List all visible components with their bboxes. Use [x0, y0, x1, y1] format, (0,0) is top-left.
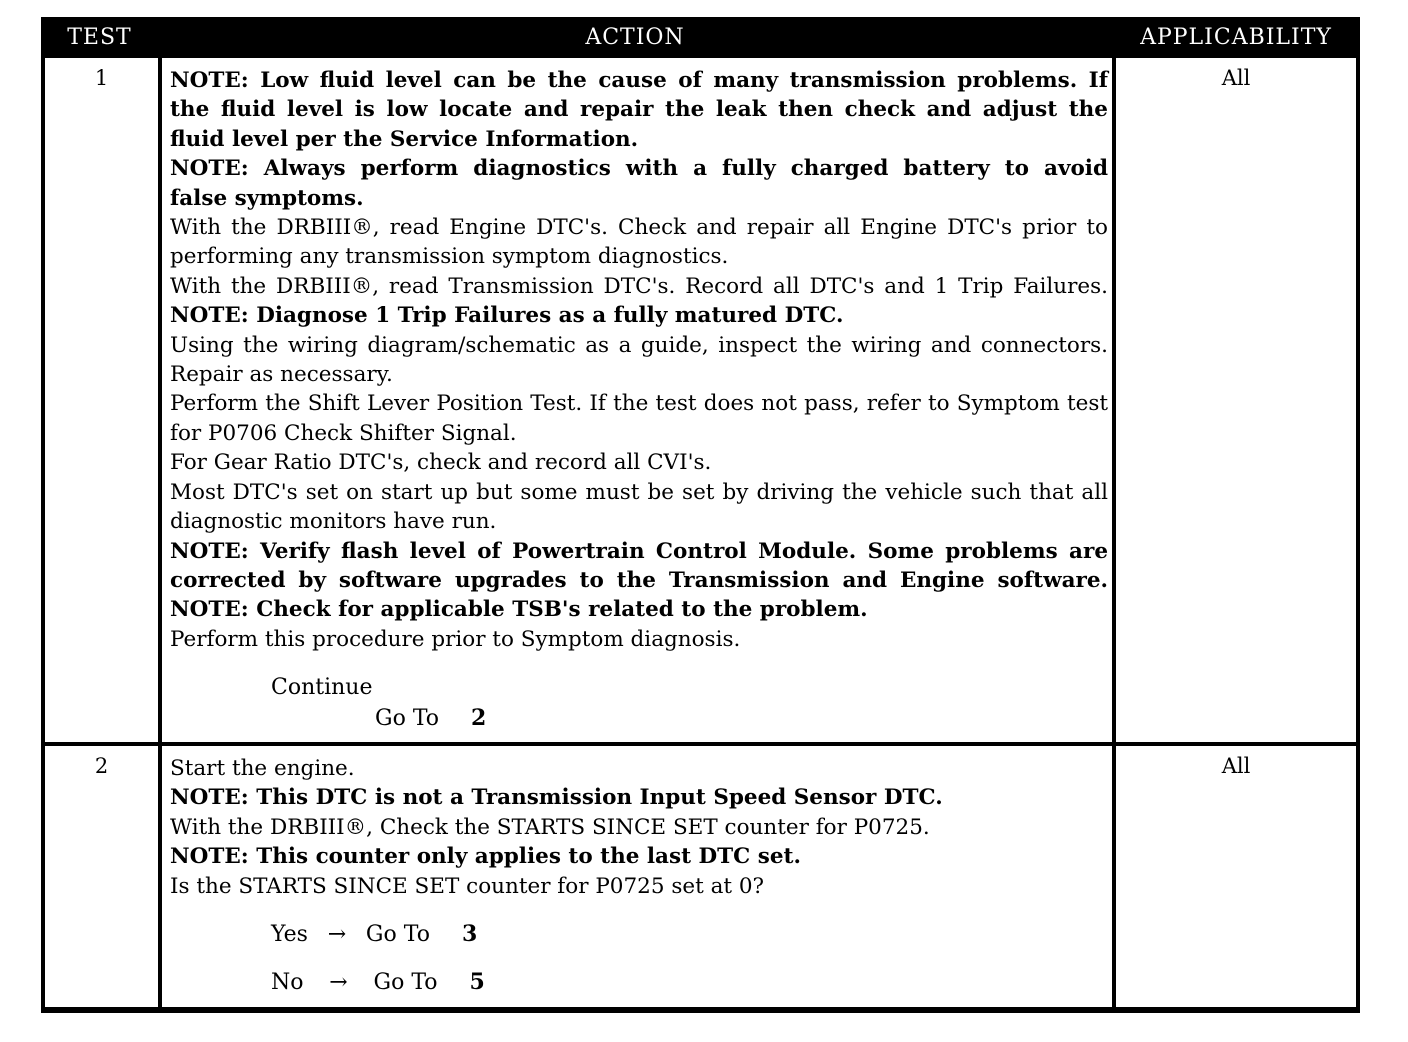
action-line: NOTE: Diagnose 1 Trip Failures as a fully matured DTC.	[170, 303, 844, 329]
goto-target: 5	[469, 969, 485, 995]
action-line: NOTE: Low fluid level can be the cause of many transmission problems. If	[170, 68, 1108, 93]
row2-applicability-cell	[1116, 746, 1356, 1007]
action-line: false symptoms.	[170, 185, 364, 211]
row1-applicability-cell	[1116, 58, 1356, 742]
action-line: For Gear Ratio DTC's, check and record all CVI's.	[170, 450, 712, 476]
row1-test-number: 1	[94, 66, 109, 90]
no-label: No	[271, 970, 304, 995]
no-branch	[271, 969, 485, 995]
goto-target: 2	[471, 705, 487, 731]
goto-target: 3	[461, 921, 478, 947]
arrow-right-icon: →	[329, 970, 348, 995]
action-line: fluid level per the Service Information.	[170, 126, 639, 152]
action-line: Most DTC's set on start up but some must be set by driving the vehicle such that all	[170, 479, 1108, 505]
action-line: NOTE: This counter only applies to the last DTC set.	[170, 844, 801, 870]
action-line: corrected by software upgrades to the Transmission and Engine software.	[170, 567, 1108, 593]
action-line: Perform the Shift Lever Position Test. If the test does not pass, refer to Symptom test	[170, 391, 1108, 417]
row2-action-text	[170, 754, 1108, 901]
header-action: ACTION	[585, 24, 685, 50]
yes-branch	[271, 921, 477, 947]
continue-label: Continue	[271, 675, 373, 700]
row1-goto	[375, 705, 486, 731]
row2-applicability: All	[1221, 754, 1251, 778]
header-applicability: APPLICABILITY	[1140, 24, 1332, 50]
goto-label: Go To	[375, 706, 440, 731]
action-line: NOTE: Verify flash level of Powertrain Control Module. Some problems are	[170, 538, 1108, 564]
action-line: the fluid level is low locate and repair the leak then check and adjust the	[170, 97, 1108, 123]
action-line: With the DRBIII®, read Transmission DTC's. Record all DTC's and 1 Trip Failures.	[170, 273, 1108, 299]
header-test: TEST	[67, 24, 132, 50]
arrow-right-icon: →	[327, 922, 347, 947]
goto-label: Go To	[373, 970, 438, 995]
yes-label: Yes	[271, 922, 308, 947]
action-line: for P0706 Check Shifter Signal.	[170, 420, 517, 446]
row1-applicability: All	[1221, 66, 1251, 90]
row1-test-cell	[45, 58, 158, 742]
action-line: Repair as necessary.	[170, 362, 393, 388]
row2-action-cell	[162, 746, 1112, 1007]
action-line: Is the STARTS SINCE SET counter for P0725 set at 0?	[170, 873, 765, 899]
action-line: NOTE: This DTC is not a Transmission Input Speed Sensor DTC.	[170, 785, 943, 811]
action-line: Start the engine.	[170, 756, 355, 781]
action-line: Using the wiring diagram/schematic as a guide, inspect the wiring and connectors.	[170, 332, 1108, 358]
row1-action-cell	[162, 58, 1112, 742]
diagnostic-table	[41, 17, 1360, 1013]
action-line: NOTE: Check for applicable TSB's related to the problem.	[170, 597, 868, 623]
row2-test-number: 2	[94, 754, 109, 778]
action-line: With the DRBIII®, Check the STARTS SINCE SET counter for P0725.	[170, 814, 930, 840]
action-line: performing any transmission symptom diagnostics.	[170, 244, 729, 270]
action-line: With the DRBIII®, read Engine DTC's. Check and repair all Engine DTC's prior to	[170, 215, 1108, 241]
row1-action-text	[170, 66, 1108, 654]
action-line: NOTE: Always perform diagnostics with a fully charged battery to avoid	[170, 156, 1108, 182]
goto-label: Go To	[365, 922, 430, 947]
action-line: diagnostic monitors have run.	[170, 509, 497, 535]
row2-test-cell	[45, 746, 158, 1007]
action-line: Perform this procedure prior to Symptom diagnosis.	[170, 626, 741, 652]
